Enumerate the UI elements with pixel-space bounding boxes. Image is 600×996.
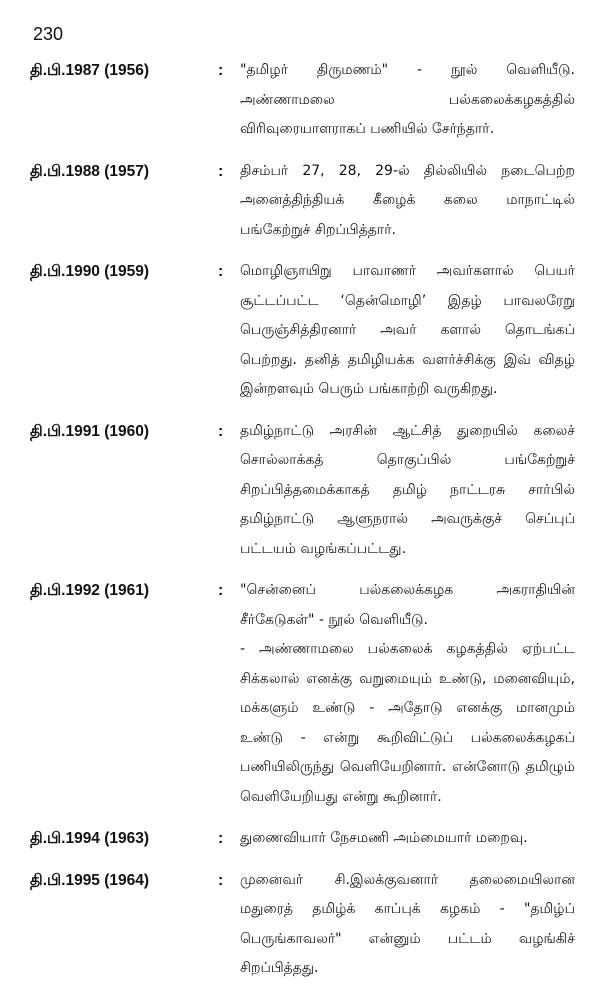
entry-colon: : (218, 162, 224, 180)
chronology-entry (30, 824, 590, 854)
entry-colon: : (218, 582, 224, 599)
entry-date: தி.பி.1992 (1961) (30, 582, 150, 599)
entry-colon: : (218, 422, 224, 440)
chronology-entry (30, 417, 590, 565)
entry-date: தி.பி.1987 (1956) (30, 62, 150, 79)
chronology-entry (30, 576, 590, 812)
entry-paragraph: தமிழ்நாட்டு அரசின் ஆட்சித் துறையில் கலைச் சொல்லாக்கத் தொகுப்பில் பங்கேற்றுச் சிறப்பித்தமைக்காகத் தமிழ் நாட்டரசு சார்பில் தமிழ்நாட்டு ஆளுநரால் அவருக்குச் செப்புப் பட்டயம் வழங்கப்பட்டது. (240, 422, 575, 557)
entry-paragraph: துணைவியார் நேசமணி அம்மையார் மறைவு. (240, 830, 528, 846)
entry-date: தி.பி.1990 (1959) (30, 263, 150, 280)
chronology-entry (30, 866, 590, 984)
entry-date: தி.பி.1994 (1963) (30, 830, 150, 847)
entry-colon: : (218, 263, 224, 280)
page-number: 230 (33, 24, 64, 44)
entry-date: தி.பி.1991 (1960) (30, 422, 150, 440)
entry-paragraph: திசம்பர் 27, 28, 29-ல் தில்லியில் நடைபெற்ற அனைத்திந்தியக் கீழைக் கலை மாநாட்டில் பங்கேற்றுச் சிறப்பித்தார். (240, 162, 575, 238)
entry-date: தி.பி.1995 (1964) (30, 871, 150, 889)
entry-paragraph: "சென்னைப் பல்கலைக்கழக அகராதியின் சீர்கேடுகள்" - நூல் வெளியீடு. (240, 582, 575, 628)
entry-paragraph: - அண்ணாமலை பல்கலைக் கழகத்தில் ஏற்பட்ட சிக்கலால் எனக்கு வறுமையும் உண்டு, மனைவியும், மக்களும் உண்டு - அதோடு எனக்கு மானமும் உண்டு - என்று கூறிவிட்டுப் பல்கலைக்கழகப் பணியிலிருந்து வெளியேறினார். என்னோடு தமிழும் வெளியேறியது என்று கூறினார். (240, 641, 575, 805)
entry-paragraph: மொழிஞாயிறு பாவாணர் அவர்களால் பெயர் சூட்டப்பட்ட ‘தென்மொழி’ இதழ் பாவலரேறு பெருஞ்சித்திரனார் அவர் களால் தொடங்கப் பெற்றது. தனித் தமிழியக்க வளர்ச்சிக்கு இவ் விதழ் இன்றளவும் பெரும் பங்காற்றி வருகிறது. (240, 263, 575, 397)
entry-colon: : (218, 62, 224, 79)
chronology-entry (30, 56, 590, 145)
chronology-entry (30, 257, 590, 405)
entry-text (240, 257, 575, 405)
entry-text (240, 576, 575, 812)
entry-text (240, 417, 575, 565)
entry-paragraph: "தமிழர் திருமணம்" - நூல் வெளியீடு. அண்ணாமலை பல்கலைக்கழகத்தில் விரிவுரையாளராகப் பணியில் சேர்ந்தார். (240, 62, 575, 137)
entry-colon: : (218, 830, 224, 847)
entry-paragraph: முனைவர் சி.இலக்குவனார் தலைமையிலான மதுரைத் தமிழ்க் காப்புக் கழகம் - "தமிழ்ப் பெருங்காவலர்" என்னும் பட்டம் வழங்கிச் சிறப்பித்தது. (240, 871, 575, 976)
entry-text (240, 866, 575, 984)
chronology-entry (30, 157, 590, 246)
entry-date: தி.பி.1988 (1957) (30, 162, 150, 180)
entry-text (240, 56, 575, 145)
entry-text (240, 824, 575, 854)
entry-text (240, 157, 575, 246)
chronology-list (30, 56, 590, 996)
entry-colon: : (218, 871, 224, 889)
